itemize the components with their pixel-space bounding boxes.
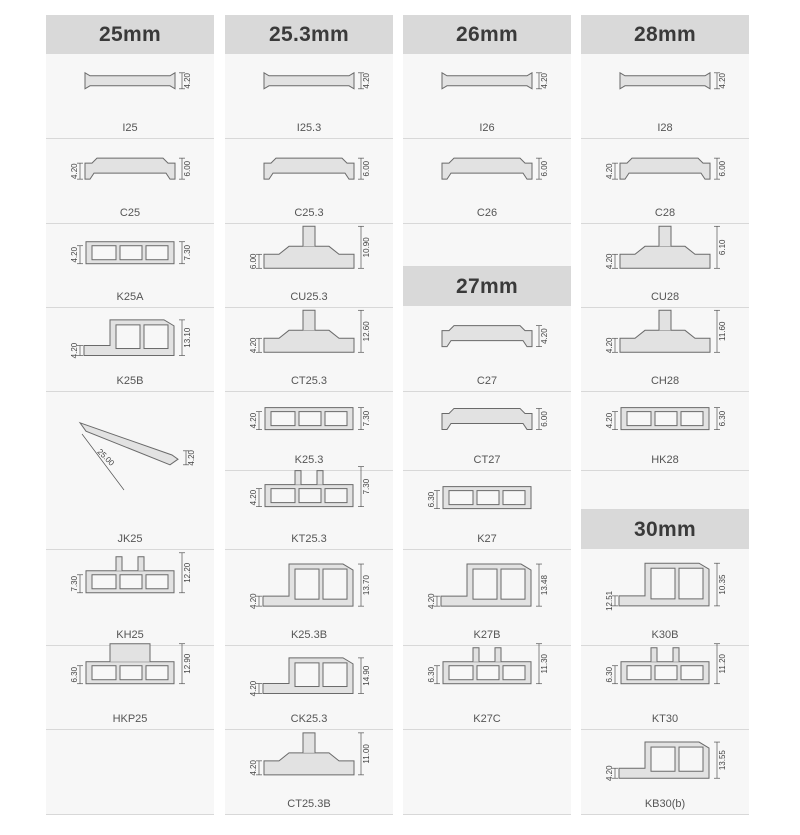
dimension-label: 6.00 bbox=[540, 411, 549, 427]
profile-cavity bbox=[144, 325, 168, 349]
profile-drawing bbox=[46, 646, 214, 712]
profile-shape bbox=[620, 246, 710, 268]
profile-shape bbox=[442, 73, 532, 89]
profile-shape bbox=[264, 246, 354, 268]
profile-cell bbox=[46, 224, 214, 308]
dimension-label: 12.20 bbox=[183, 562, 192, 583]
empty-cell bbox=[581, 471, 749, 510]
dimension-label: 4.20 bbox=[540, 73, 549, 89]
profile-name: C28 bbox=[654, 207, 676, 219]
profile-cavity bbox=[655, 666, 677, 680]
profile-cavity bbox=[299, 489, 321, 503]
profile-name: K30B bbox=[651, 629, 679, 641]
profile-shape bbox=[620, 73, 710, 89]
profile-cell bbox=[581, 139, 749, 224]
profile-cell bbox=[581, 308, 749, 392]
profile-cell bbox=[403, 392, 571, 471]
dimension-label: 4.20 bbox=[249, 760, 258, 776]
profile-rib bbox=[659, 310, 671, 330]
profile-name: CT27 bbox=[473, 454, 501, 466]
profile-shape bbox=[85, 158, 175, 179]
profile-cavity bbox=[295, 663, 319, 687]
dimension-label: 10.35 bbox=[718, 574, 727, 595]
profile-name: CU25.3 bbox=[290, 291, 328, 303]
profile-cell bbox=[225, 392, 393, 471]
profile-shape bbox=[264, 73, 354, 89]
profile-shape bbox=[85, 73, 175, 89]
profile-cell bbox=[403, 550, 571, 646]
empty-cell bbox=[46, 730, 214, 815]
profile-cell bbox=[46, 54, 214, 139]
profile-shape bbox=[442, 158, 532, 179]
profile-name: I25 bbox=[122, 122, 138, 134]
profile-name: K27B bbox=[473, 629, 501, 641]
profile-cavity bbox=[120, 666, 142, 680]
dimension-label: 4.20 bbox=[187, 450, 196, 466]
profile-rib bbox=[116, 557, 144, 571]
dimension-label: 7.30 bbox=[183, 244, 192, 261]
profile-name: C26 bbox=[476, 207, 498, 219]
profile-name: C25 bbox=[119, 207, 141, 219]
dimension-label: 6.00 bbox=[718, 160, 727, 177]
profile-cell bbox=[225, 308, 393, 392]
dimension-label: 4.20 bbox=[70, 246, 79, 263]
profile-cell bbox=[581, 730, 749, 815]
profile-shape bbox=[620, 330, 710, 352]
profile-drawing bbox=[225, 730, 393, 797]
profile-name: I26 bbox=[479, 122, 495, 134]
profile-cavity bbox=[627, 412, 651, 426]
dimension-label: 4.20 bbox=[362, 73, 371, 89]
dimension-label: 7.30 bbox=[70, 575, 79, 592]
profile-name: I28 bbox=[657, 122, 673, 134]
profile-drawing bbox=[403, 306, 571, 374]
profile-drawing bbox=[46, 139, 214, 206]
profile-rib bbox=[651, 648, 679, 662]
profile-drawing bbox=[581, 224, 749, 290]
profile-cell bbox=[46, 139, 214, 224]
profile-cell bbox=[225, 224, 393, 308]
profile-cavity bbox=[477, 491, 499, 505]
profile-name: HKP25 bbox=[112, 713, 148, 725]
profile-shape bbox=[442, 326, 532, 347]
profile-drawing bbox=[581, 392, 749, 453]
profile-cell bbox=[581, 224, 749, 308]
profile-name: CH28 bbox=[650, 375, 680, 387]
empty-cell bbox=[403, 730, 571, 815]
profile-drawing bbox=[46, 54, 214, 121]
profile-cell bbox=[225, 139, 393, 224]
profile-name: KH25 bbox=[116, 629, 144, 641]
profile-rib bbox=[473, 648, 501, 662]
profile-name: JK25 bbox=[117, 533, 143, 545]
dimension-label: 6.00 bbox=[249, 253, 258, 270]
dimension-label: 11.30 bbox=[540, 654, 549, 674]
profile-drawing bbox=[46, 550, 214, 628]
dimension-label: 11.20 bbox=[718, 654, 727, 674]
profile-cavity bbox=[501, 569, 525, 599]
dimension-label: 13.48 bbox=[540, 575, 549, 596]
profile-rib bbox=[303, 226, 315, 246]
profile-cell bbox=[225, 54, 393, 139]
dimension-label: 4.20 bbox=[249, 593, 258, 609]
profile-drawing bbox=[225, 471, 393, 532]
dimension-label: 6.00 bbox=[362, 160, 371, 177]
profile-rib bbox=[659, 226, 671, 246]
profile-drawing bbox=[225, 392, 393, 453]
column-header: 27mm bbox=[403, 267, 571, 306]
profile-cell bbox=[403, 54, 571, 139]
profile-name: KB30(b) bbox=[644, 798, 686, 810]
dimension-label: 4.20 bbox=[249, 412, 258, 429]
column-header: 26mm bbox=[403, 15, 571, 54]
profile-drawing bbox=[225, 646, 393, 712]
profile-cell bbox=[581, 646, 749, 730]
profile-cell bbox=[581, 549, 749, 646]
profile-shape bbox=[80, 423, 178, 465]
profile-cavity bbox=[146, 575, 168, 589]
profile-drawing bbox=[403, 471, 571, 532]
profile-cavity bbox=[92, 666, 116, 680]
profile-name: K25A bbox=[116, 291, 144, 303]
profile-cavity bbox=[325, 412, 347, 426]
profile-drawing bbox=[225, 139, 393, 206]
profile-cell bbox=[581, 392, 749, 471]
empty-cell bbox=[403, 224, 571, 267]
dimension-label: 4.20 bbox=[427, 593, 436, 609]
profile-drawing bbox=[225, 54, 393, 121]
profile-name: C27 bbox=[476, 375, 498, 387]
profile-cavity bbox=[679, 568, 703, 599]
dimension-label: 6.30 bbox=[70, 666, 79, 683]
profile-drawing bbox=[46, 392, 214, 532]
profile-cavity bbox=[92, 575, 116, 589]
profile-cavity bbox=[679, 747, 703, 771]
profile-cell bbox=[46, 550, 214, 646]
dimension-label: 4.20 bbox=[183, 73, 192, 89]
profile-cavity bbox=[271, 412, 295, 426]
dimension-label: 4.20 bbox=[249, 337, 258, 354]
profile-cavity bbox=[323, 663, 347, 687]
profile-cavity bbox=[681, 412, 703, 426]
profile-name: CU28 bbox=[650, 291, 680, 303]
profile-name: K25B bbox=[116, 375, 144, 387]
profile-drawing bbox=[225, 550, 393, 628]
profile-cell bbox=[403, 471, 571, 550]
profile-name: KT30 bbox=[651, 713, 679, 725]
profile-cavity bbox=[477, 666, 499, 680]
dimension-label: 6.30 bbox=[718, 410, 727, 427]
profile-name: K27C bbox=[473, 713, 501, 725]
dimension-label: 6.30 bbox=[605, 666, 614, 683]
profile-cell bbox=[225, 730, 393, 815]
profile-rib bbox=[110, 644, 150, 662]
column-header: 28mm bbox=[581, 15, 749, 54]
profile-drawing bbox=[403, 550, 571, 628]
profile-drawing bbox=[403, 646, 571, 712]
dimension-label: 4.20 bbox=[605, 412, 614, 429]
column-header: 25.3mm bbox=[225, 15, 393, 54]
profile-drawing bbox=[581, 139, 749, 206]
profile-drawing bbox=[403, 54, 571, 121]
dimension-label: 4.20 bbox=[605, 765, 614, 782]
profile-drawing bbox=[581, 730, 749, 797]
profile-cavity bbox=[503, 666, 525, 680]
profile-cell bbox=[46, 646, 214, 730]
profile-cavity bbox=[323, 569, 347, 599]
profile-cavity bbox=[449, 491, 473, 505]
profile-cavity bbox=[503, 491, 525, 505]
dimension-label: 4.20 bbox=[605, 337, 614, 354]
profile-drawing bbox=[581, 549, 749, 628]
profile-cell bbox=[225, 646, 393, 730]
profile-drawing bbox=[46, 224, 214, 290]
dimension-label: 4.20 bbox=[249, 489, 258, 506]
dimension-label: 14.90 bbox=[362, 665, 371, 686]
profile-name: CT25.3B bbox=[287, 798, 331, 810]
dimension-label: 13.70 bbox=[362, 575, 371, 596]
profile-drawing bbox=[403, 392, 571, 453]
dimension-label: 6.30 bbox=[427, 491, 436, 508]
dimension-label: 4.20 bbox=[718, 73, 727, 89]
dimension-label: 7.30 bbox=[362, 410, 371, 427]
dimension-label: 6.00 bbox=[540, 160, 549, 177]
profile-name: HK28 bbox=[651, 454, 679, 466]
profile-cavity bbox=[651, 568, 675, 599]
dimension-label: 10.90 bbox=[362, 237, 371, 258]
profile-drawing bbox=[403, 139, 571, 206]
profile-cell bbox=[403, 306, 571, 392]
profile-cell bbox=[46, 392, 214, 550]
profile-drawing bbox=[225, 224, 393, 290]
profile-rib bbox=[303, 310, 315, 330]
profile-drawing bbox=[581, 54, 749, 121]
profile-cavity bbox=[473, 569, 497, 599]
dimension-label: 13.10 bbox=[183, 327, 192, 348]
profile-cavity bbox=[146, 666, 168, 680]
dimension-label: 4.20 bbox=[249, 680, 258, 697]
profile-name: K25.3B bbox=[290, 629, 328, 641]
dimension-label: 6.00 bbox=[183, 160, 192, 177]
profile-name: K27 bbox=[477, 533, 497, 545]
profile-cell bbox=[403, 139, 571, 224]
dimension-label: 25.00 bbox=[95, 447, 117, 468]
dimension-label: 11.60 bbox=[718, 321, 727, 342]
dimension-label: 12.90 bbox=[183, 653, 192, 674]
column-header: 30mm bbox=[581, 510, 749, 549]
profile-drawing bbox=[225, 308, 393, 374]
profile-name: C25.3 bbox=[294, 207, 324, 219]
profile-shape bbox=[264, 753, 354, 775]
profile-shape bbox=[620, 158, 710, 179]
dimension-label: 11.00 bbox=[362, 744, 371, 764]
profile-name: KT25.3 bbox=[291, 533, 327, 545]
profile-cavity bbox=[449, 666, 473, 680]
profile-cavity bbox=[299, 412, 321, 426]
profile-shape bbox=[264, 330, 354, 352]
dimension-label: 7.30 bbox=[362, 478, 371, 495]
profile-cell bbox=[225, 471, 393, 550]
profile-cell bbox=[225, 550, 393, 646]
profile-drawing bbox=[46, 308, 214, 374]
profile-cavity bbox=[325, 489, 347, 503]
profile-name: I25.3 bbox=[296, 122, 322, 134]
dimension-label: 13.55 bbox=[718, 750, 727, 771]
dimension-label: 12.51 bbox=[605, 590, 614, 611]
profile-cavity bbox=[271, 489, 295, 503]
profile-cavity bbox=[651, 747, 675, 771]
profile-cavity bbox=[120, 575, 142, 589]
profile-cavity bbox=[295, 569, 319, 599]
profile-cavity bbox=[681, 666, 703, 680]
profile-cell bbox=[46, 308, 214, 392]
profile-name: CK25.3 bbox=[290, 713, 328, 725]
dimension-label: 6.30 bbox=[427, 666, 436, 683]
dimension-label: 4.20 bbox=[70, 342, 79, 359]
column-header: 25mm bbox=[46, 15, 214, 54]
profile-cell bbox=[581, 54, 749, 139]
profile-cavity bbox=[92, 246, 116, 260]
profile-cavity bbox=[116, 325, 140, 349]
profile-cell bbox=[403, 646, 571, 730]
dimension-label: 4.20 bbox=[70, 163, 79, 179]
profile-name: CT25.3 bbox=[290, 375, 328, 387]
dimension-label: 12.60 bbox=[362, 321, 371, 342]
profile-shape bbox=[264, 158, 354, 179]
profile-drawing bbox=[581, 308, 749, 374]
profile-rib bbox=[303, 733, 315, 753]
profile-shape bbox=[442, 408, 532, 429]
dimension-label: 4.20 bbox=[605, 163, 614, 179]
dimension-label: 4.20 bbox=[540, 328, 549, 344]
dimension-label: 4.20 bbox=[605, 253, 614, 270]
profile-cavity bbox=[146, 246, 168, 260]
profile-drawing bbox=[581, 646, 749, 712]
dimension-label: 6.10 bbox=[718, 239, 727, 256]
profile-name: K25.3 bbox=[294, 454, 324, 466]
profile-cavity bbox=[655, 412, 677, 426]
profile-cavity bbox=[120, 246, 142, 260]
profile-cavity bbox=[627, 666, 651, 680]
profile-rib bbox=[295, 471, 323, 485]
